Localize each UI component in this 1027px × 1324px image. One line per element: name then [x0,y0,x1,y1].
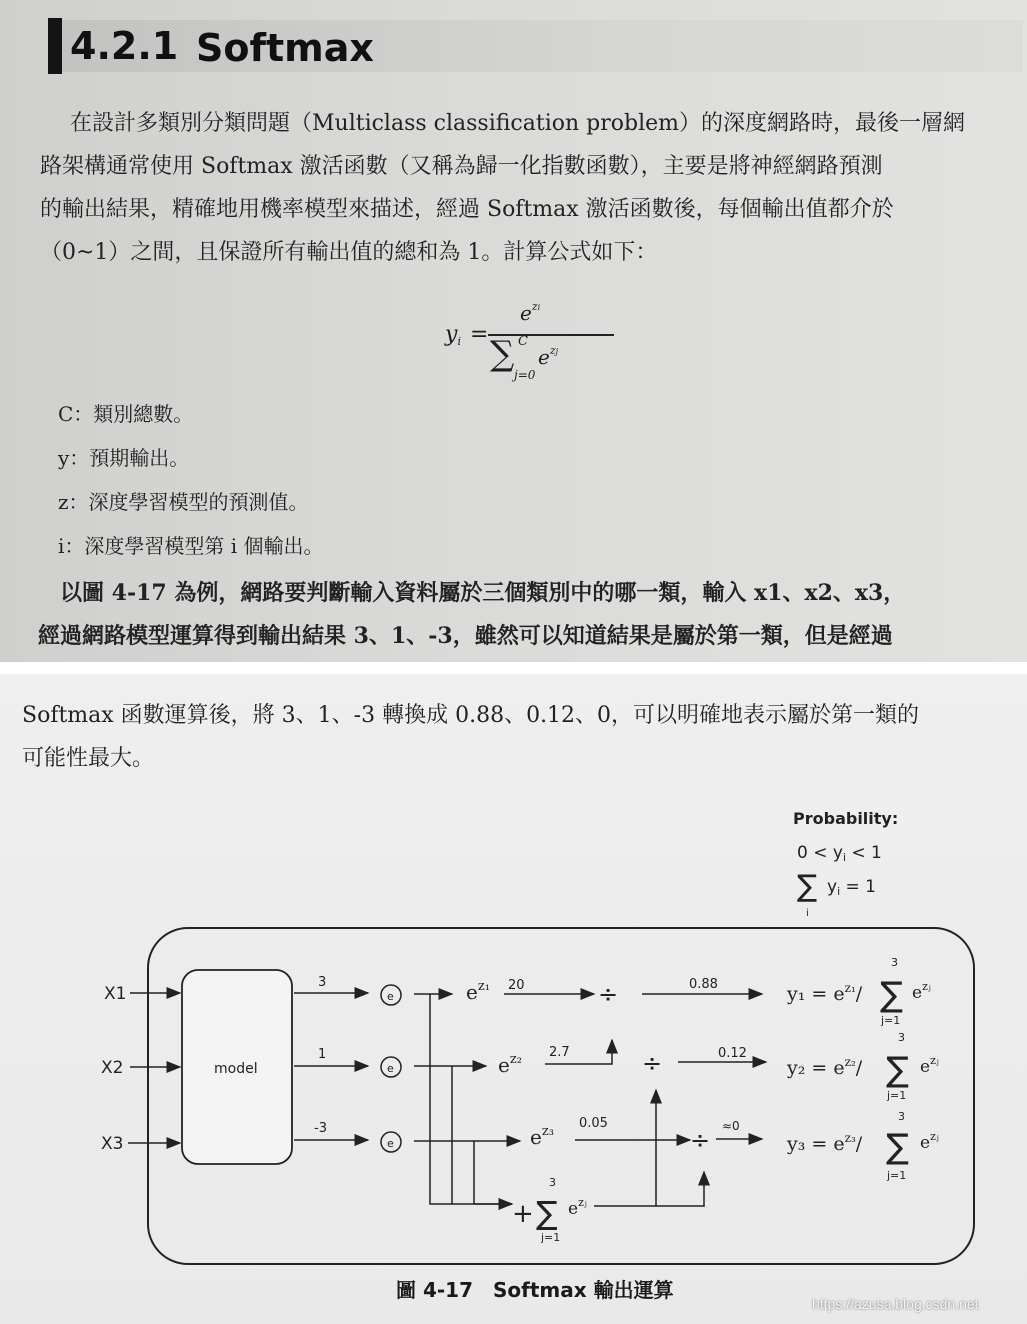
section-number: 4.2.1 [70,24,179,68]
sum-plus: + [512,1199,534,1229]
result-formula-3 [786,1110,939,1182]
watermark: https://azusa.blog.csdn.net [812,1296,979,1312]
divide-symbol: ÷ [598,980,619,1008]
svg-text:3: 3 [891,956,898,969]
svg-text:ezⱼ: $e^{zⱼ}$ [920,1054,939,1077]
svg-text:3: 3 [898,1110,905,1123]
definition-list [58,392,324,568]
figure-caption: 圖 4-17 Softmax 輸出運算 [396,1278,674,1302]
model-label: model [214,1061,258,1077]
exp-value: 0.05 [579,1116,608,1131]
svg-text:j=1: j=1 [887,1089,907,1102]
svg-text:y₂ = ez₂/: $y_2 = e^{z_2}/$ [787,1055,863,1079]
formula-equals: = [470,322,489,347]
section-marker-bar [48,18,62,74]
sum-lower: j=1 [541,1231,561,1244]
svg-text:∑: ∑ [886,1050,909,1090]
example-line: 以圖 4-17 為例，網路要判斷輸入資料屬於三個類別中的哪一類，輸入 x1、x2、x3， [60,580,906,606]
svg-text:y₃ = ez₃/: $y_3 = e^{z_3}/$ [787,1131,863,1155]
logit-value: 3 [318,975,327,990]
exp-node-label: e [387,990,394,1003]
sum-upper: 3 [549,1176,556,1189]
svg-text:ezⱼ: $e^{zⱼ}$ [920,1130,939,1153]
definition-item: i：深度學習模型第 i 個輸出。 [58,534,324,558]
definition-item: C：類別總數。 [58,402,194,426]
input-x1: X1 [104,984,127,1004]
probability-sum-sigma: ∑ [797,869,818,904]
continuation-line: Softmax 函數運算後，將 3、1、-3 轉換成 0.88、0.12、0，可以明確地表示屬於第一類的 [22,703,920,728]
probability-range: 0 < yi < 1 [797,843,882,864]
flow-line [430,994,512,1204]
svg-text:∑: ∑ [886,1127,909,1167]
probability-label: Probability: [793,809,899,828]
formula-numerator: $e^{zi}$ [520,300,541,325]
svg-text:j=1: j=1 [881,1014,901,1027]
exp-term-1: $e^{z_1}$ [466,979,490,1004]
svg-text:ezⱼ: $e^{zⱼ}$ [912,980,931,1003]
softmax-diagram [0,674,1027,1324]
sigma-lower-limit: j=0 [514,368,536,382]
intro-line: 在設計多類別分類問題（Multiclass classification problem）的深度網路時，最後一層網 [70,111,965,136]
page-two-photo [0,674,1027,1324]
result-formula-1 [786,956,931,1027]
definition-item: y：預期輸出。 [58,446,190,470]
output-value: 0.12 [718,1046,747,1061]
probability-sum-index: i [806,908,809,919]
section-title: Softmax [196,26,374,70]
input-x3: X3 [101,1134,124,1154]
svg-text:y₁ = ez₁/: $y_1 = e^{z_1}/$ [787,981,863,1005]
result-formula-2 [786,1031,939,1102]
example-line: 經過網路模型運算得到輸出結果 3、1、-3，雖然可以知道結果是屬於第一類，但是經過 [38,623,893,649]
logit-value: 1 [318,1047,327,1062]
softmax-formula [440,300,640,390]
svg-text:3: 3 [898,1031,905,1044]
exp-term-3: $e^{z_3}$ [530,1124,554,1149]
divide-symbol: ÷ [690,1126,711,1154]
logit-value: -3 [314,1121,327,1136]
definition-item: z：深度學習模型的預測值。 [58,490,309,514]
example-paragraph [38,572,998,658]
input-x2: X2 [101,1058,124,1078]
exp-term-2: $e^{z_2}$ [498,1052,522,1077]
sum-sigma: ∑ [536,1194,558,1232]
svg-text:j=1: j=1 [887,1169,907,1182]
intro-line: （0~1）之間，且保證所有輸出值的總和為 1。計算公式如下： [40,240,658,265]
probability-sum: yi = 1 [827,877,876,898]
sigma-symbol: ∑ [490,334,515,374]
continuation-line: 可能性最大。 [22,746,155,771]
section-header-band [48,20,1023,72]
sum-term: $e^{zⱼ}$ [568,1196,587,1219]
intro-line: 路架構通常使用 Softmax 激活函數（又稱為歸一化指數函數），主要是將神經網路預測 [40,154,883,179]
exp-node-label: e [387,1137,394,1150]
exp-value: 2.7 [549,1045,570,1060]
sum-route [594,1172,704,1206]
exp-node-label: e [387,1062,394,1075]
formula-denominator: $e^{zj}$ [538,344,559,369]
output-value: ≈0 [722,1119,740,1133]
intro-paragraph [40,102,990,274]
divide-symbol: ÷ [642,1049,663,1077]
output-value: 0.88 [689,977,718,992]
formula-lhs: yi [445,322,461,348]
sigma-upper-limit: C [518,334,528,349]
exp-value: 20 [508,978,525,993]
intro-line: 的輸出結果，精確地用機率模型來描述，經過 Softmax 激活函數後，每個輸出值都介於 [40,197,894,222]
svg-text:∑: ∑ [880,975,903,1015]
